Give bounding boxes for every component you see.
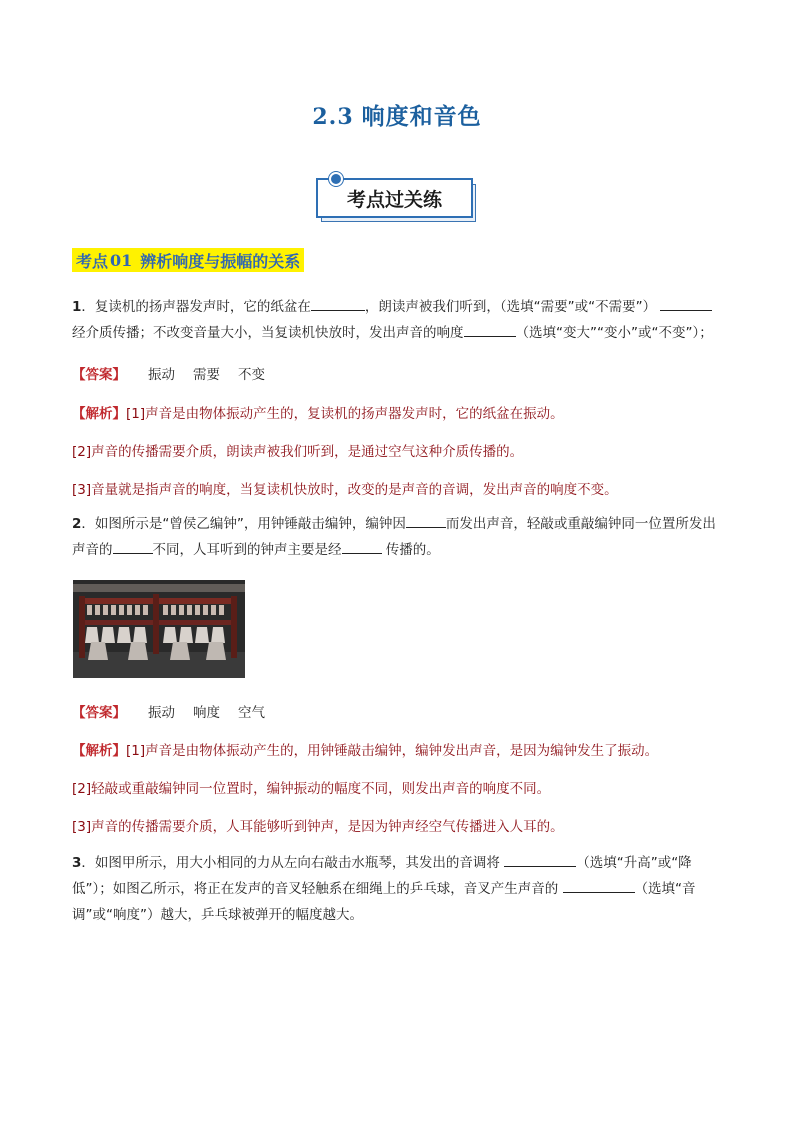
topic-prefix: 考点	[76, 251, 109, 271]
question-text: （选填“变大”“变小”或“不变”）；	[515, 325, 713, 341]
answer-row-2	[72, 701, 283, 721]
question-text: 传播的。	[381, 542, 440, 558]
question-3	[72, 850, 724, 928]
section-title: 响度和音色	[361, 104, 482, 130]
section-badge	[316, 178, 476, 224]
question-number: 1	[72, 299, 82, 315]
analysis-text: [1]声音是由物体振动产生的，复读机的扬声器发声时，它的纸盆在振动。	[126, 406, 564, 422]
analysis-label: 【解析】	[72, 406, 126, 422]
answer-item: 振动	[148, 367, 175, 383]
question-text: （选填“音调”或“响度”）越大，乒乓球被弹开的幅度越大。	[72, 881, 696, 923]
answer-blank	[311, 296, 365, 311]
answer-blank	[504, 852, 576, 867]
answer-item: 不变	[238, 367, 265, 383]
question-text: 而发出声音，轻敲或重敲编钟同一位置所发出声音的	[72, 516, 716, 558]
question-text: 经介质传播；不改变音量大小，当复读机快放时，发出声音的响度	[72, 325, 464, 341]
analysis-line	[72, 402, 564, 422]
analysis-line: [2]声音的传播需要介质，朗读声被我们听到，是通过空气这种介质传播的。	[72, 444, 524, 460]
badge-pin-icon	[329, 172, 343, 186]
chime-bells-illustration	[73, 580, 245, 678]
question-number: 2	[72, 516, 82, 532]
answer-blank	[660, 296, 712, 311]
page-title	[0, 98, 794, 131]
answer-item: 振动	[148, 705, 175, 721]
answer-blank	[342, 539, 382, 554]
question-text: ，朗读声被我们听到，（选填“需要”或“不需要”）	[364, 299, 657, 315]
question-text: ．复读机的扬声器发声时，它的纸盆在	[81, 299, 311, 315]
badge-label: 考点过关练	[346, 188, 442, 211]
answer-blank	[406, 513, 446, 528]
analysis-line	[72, 739, 658, 759]
answer-label: 【答案】	[72, 367, 126, 383]
analysis-line: [3]音量就是指声音的响度，当复读机快放时，改变的是声音的音调，发出声音的响度不变。	[72, 482, 618, 498]
answer-item: 响度	[193, 705, 220, 721]
chime-bells-photo	[73, 580, 245, 678]
question-text: 不同，人耳听到的钟声主要是经	[152, 542, 342, 558]
question-text: ．如图所示是“曾侯乙编钟”，用钟锤敲击编钟，编钟因	[81, 516, 406, 532]
analysis-line: [2]轻敲或重敲编钟同一位置时，编钟振动的幅度不同，则发出声音的响度不同。	[72, 781, 551, 797]
question-1	[72, 294, 724, 346]
answer-label: 【答案】	[72, 705, 126, 721]
question-2	[72, 511, 724, 563]
analysis-label: 【解析】	[72, 743, 126, 759]
answer-item: 需要	[193, 367, 220, 383]
analysis-text: [1]声音是由物体振动产生的，用钟锤敲击编钟，编钟发出声音，是因为编钟发生了振动。	[126, 743, 659, 759]
analysis-line: [3]声音的传播需要介质，人耳能够听到钟声，是因为钟声经空气传播进入人耳的。	[72, 819, 564, 835]
section-number: 2.3	[312, 104, 354, 130]
question-text: （选填“升高”或“降低”）；如图乙所示，将正在发声的音叉轻触系在细绳上的乒乓球，音叉产生声音的	[72, 855, 692, 897]
answer-item: 空气	[238, 705, 265, 721]
answer-row-1	[72, 363, 283, 383]
topic-heading	[72, 248, 304, 272]
answer-blank	[113, 539, 153, 554]
question-text: ．如图甲所示，用大小相同的力从左向右敲击水瓶琴，其发出的音调将	[81, 855, 505, 871]
topic-text: 辨析响度与振幅的关系	[140, 251, 301, 271]
answer-blank	[563, 878, 635, 893]
question-number: 3	[72, 855, 82, 871]
topic-number: 01	[110, 250, 133, 270]
answer-blank	[464, 322, 516, 337]
